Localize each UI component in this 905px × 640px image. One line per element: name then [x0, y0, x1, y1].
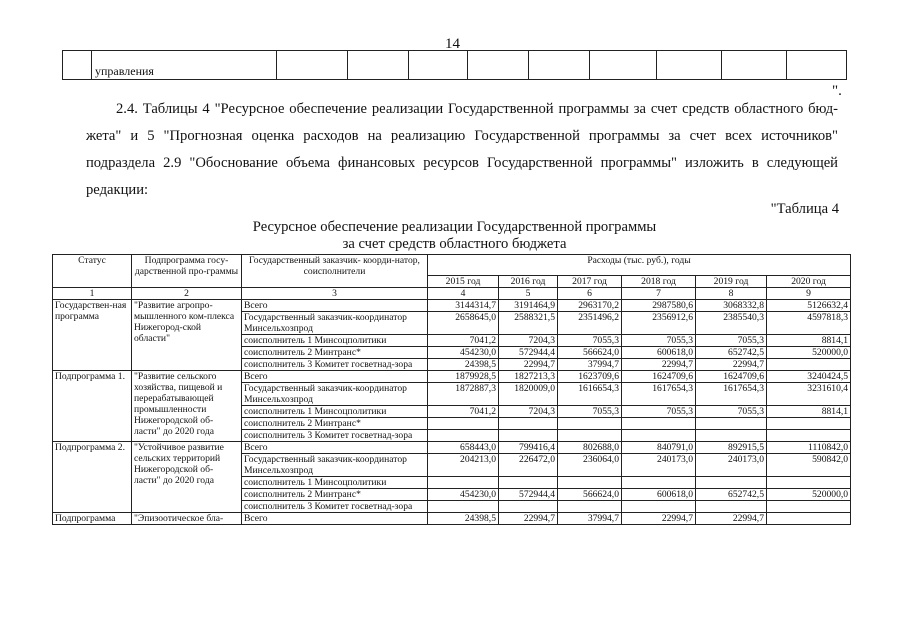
customer-cell: соисполнитель 1 Минсоцполитики	[242, 335, 428, 347]
value-cell	[622, 418, 696, 430]
value-cell: 5126632,4	[767, 300, 851, 312]
value-cell: 799416,4	[499, 442, 558, 454]
index-cell: 3	[242, 288, 428, 300]
value-cell	[499, 501, 558, 513]
value-cell: 652742,5	[696, 489, 767, 501]
table-cell	[277, 51, 348, 80]
value-cell: 7041,2	[428, 335, 499, 347]
table-row	[53, 371, 851, 383]
table-cell: управления	[92, 51, 277, 80]
customer-cell: Всего	[242, 513, 428, 525]
value-cell: 1872887,3	[428, 383, 499, 406]
value-cell: 520000,0	[767, 489, 851, 501]
table-row	[63, 51, 847, 80]
customer-cell: соисполнитель 3 Комитет госветнад-зора	[242, 501, 428, 513]
index-cell: 8	[696, 288, 767, 300]
index-cell: 2	[132, 288, 242, 300]
subprogram-cell: "Развитие сельского хозяйства, пищевой и перерабатывающей промышленности Нижегородской об-ласти" до 2020 года	[132, 371, 242, 442]
table-cell	[722, 51, 787, 80]
value-cell: 24398,5	[428, 359, 499, 371]
value-cell: 1623709,6	[558, 371, 622, 383]
value-cell: 7055,3	[558, 406, 622, 418]
value-cell: 2987580,6	[622, 300, 696, 312]
table-body	[53, 300, 851, 525]
value-cell: 3231610,4	[767, 383, 851, 406]
subprogram-cell: "Эпизоотическое бла-	[132, 513, 242, 525]
table-cell	[787, 51, 847, 80]
value-cell: 1617654,3	[696, 383, 767, 406]
resource-table	[52, 254, 851, 525]
customer-cell: Всего	[242, 300, 428, 312]
value-cell: 22994,7	[696, 513, 767, 525]
value-cell: 7055,3	[622, 406, 696, 418]
status-cell: Подпрограмма	[53, 513, 132, 525]
value-cell: 652742,5	[696, 347, 767, 359]
value-cell: 7055,3	[696, 406, 767, 418]
table-cell	[409, 51, 468, 80]
value-cell	[428, 418, 499, 430]
value-cell: 7055,3	[696, 335, 767, 347]
value-cell: 204213,0	[428, 454, 499, 477]
value-cell: 8814,1	[767, 335, 851, 347]
customer-cell: соисполнитель 3 Комитет госветнад-зора	[242, 359, 428, 371]
value-cell	[558, 501, 622, 513]
value-cell: 566624,0	[558, 489, 622, 501]
value-cell	[622, 501, 696, 513]
value-cell	[428, 501, 499, 513]
value-cell: 454230,0	[428, 489, 499, 501]
index-cell: 9	[767, 288, 851, 300]
table-cell	[529, 51, 590, 80]
value-cell: 566624,0	[558, 347, 622, 359]
value-cell: 658443,0	[428, 442, 499, 454]
value-cell: 7055,3	[622, 335, 696, 347]
index-cell: 1	[53, 288, 132, 300]
paragraph-line: 2.4. Таблицы 4 "Ресурсное обеспечение реализации Государственной программы за счет средств областного бюд-	[116, 101, 838, 117]
header-year: 2017 год	[558, 276, 622, 288]
customer-cell: Государственный заказчик-координатор Минсельхозпрод	[242, 312, 428, 335]
value-cell	[622, 477, 696, 489]
value-cell: 1624709,6	[622, 371, 696, 383]
value-cell: 7055,3	[558, 335, 622, 347]
amendment-paragraph	[86, 96, 838, 204]
page-number: 14	[445, 36, 460, 52]
value-cell: 2658645,0	[428, 312, 499, 335]
index-row	[53, 288, 851, 300]
value-cell: 4597818,3	[767, 312, 851, 335]
table-cell	[348, 51, 409, 80]
header-year: 2015 год	[428, 276, 499, 288]
value-cell	[499, 430, 558, 442]
value-cell: 572944,4	[499, 489, 558, 501]
table-cell	[63, 51, 92, 80]
customer-cell: соисполнитель 1 Минсоцполитики	[242, 477, 428, 489]
value-cell: 7204,3	[499, 335, 558, 347]
value-cell: 240173,0	[696, 454, 767, 477]
value-cell	[558, 430, 622, 442]
value-cell: 600618,0	[622, 347, 696, 359]
header-row	[53, 255, 851, 276]
value-cell: 3144314,7	[428, 300, 499, 312]
value-cell: 520000,0	[767, 347, 851, 359]
value-cell	[622, 430, 696, 442]
customer-cell: Государственный заказчик-координатор Минсельхозпрод	[242, 383, 428, 406]
header-subprogram: Подпрограмма госу-дарственной про-граммы	[132, 255, 242, 288]
table-title	[62, 219, 847, 253]
paragraph-line: подраздела 2.9 "Обоснование объема финансовых ресурсов Государственной программы" изложить в следующей	[86, 155, 838, 171]
subprogram-cell: "Развитие агропро-мышленного ком-плекса Нижегород-ской области"	[132, 300, 242, 371]
value-cell: 8814,1	[767, 406, 851, 418]
customer-cell: Всего	[242, 442, 428, 454]
value-cell	[767, 477, 851, 489]
value-cell	[499, 477, 558, 489]
value-cell	[767, 513, 851, 525]
value-cell: 1616654,3	[558, 383, 622, 406]
customer-cell: соисполнитель 1 Минсоцполитики	[242, 406, 428, 418]
index-cell: 6	[558, 288, 622, 300]
header-year: 2016 год	[499, 276, 558, 288]
table-row	[53, 300, 851, 312]
value-cell: 226472,0	[499, 454, 558, 477]
value-cell	[767, 430, 851, 442]
customer-cell: Всего	[242, 371, 428, 383]
value-cell: 892915,5	[696, 442, 767, 454]
paragraph-line: редакции:	[86, 182, 149, 198]
value-cell: 2963170,2	[558, 300, 622, 312]
customer-cell: соисполнитель 2 Минтранс*	[242, 489, 428, 501]
header-status: Статус	[53, 255, 132, 288]
value-cell: 22994,7	[499, 359, 558, 371]
value-cell: 600618,0	[622, 489, 696, 501]
value-cell: 590842,0	[767, 454, 851, 477]
value-cell	[767, 418, 851, 430]
index-cell: 4	[428, 288, 499, 300]
customer-cell: соисполнитель 2 Минтранс*	[242, 347, 428, 359]
header-year: 2018 год	[622, 276, 696, 288]
value-cell: 37994,7	[558, 513, 622, 525]
table-title-line: за счет средств областного бюджета	[342, 236, 567, 252]
value-cell: 2588321,5	[499, 312, 558, 335]
value-cell: 1879928,5	[428, 371, 499, 383]
subprogram-cell: "Устойчивое развитие сельских территорий Нижегородской об-ласти" до 2020 года	[132, 442, 242, 513]
value-cell: 1110842,0	[767, 442, 851, 454]
header-year: 2019 год	[696, 276, 767, 288]
previous-table-fragment	[62, 50, 847, 80]
paragraph-line: жета" и 5 "Прогнозная оценка расходов на реализацию Государственной программы за счет всех источников"	[86, 128, 838, 144]
value-cell	[696, 501, 767, 513]
customer-cell: Государственный заказчик-координатор Минсельхозпрод	[242, 454, 428, 477]
value-cell: 1820009,0	[499, 383, 558, 406]
value-cell: 2351496,2	[558, 312, 622, 335]
value-cell	[558, 477, 622, 489]
table-row	[53, 513, 851, 525]
value-cell: 802688,0	[558, 442, 622, 454]
value-cell: 1624709,6	[696, 371, 767, 383]
status-cell: Подпрограмма 2.	[53, 442, 132, 513]
value-cell	[499, 418, 558, 430]
status-cell: Подпрограмма 1.	[53, 371, 132, 442]
value-cell	[696, 418, 767, 430]
value-cell: 37994,7	[558, 359, 622, 371]
value-cell: 2356912,6	[622, 312, 696, 335]
customer-cell: соисполнитель 3 Комитет госветнад-зора	[242, 430, 428, 442]
index-cell: 5	[499, 288, 558, 300]
status-cell: Государствен-ная программа	[53, 300, 132, 371]
value-cell: 22994,7	[499, 513, 558, 525]
value-cell: 22994,7	[622, 359, 696, 371]
value-cell: 1827213,3	[499, 371, 558, 383]
table-cell	[590, 51, 657, 80]
value-cell	[696, 477, 767, 489]
value-cell	[767, 359, 851, 371]
table-title-line: Ресурсное обеспечение реализации Государственной программы	[252, 219, 657, 235]
closing-quote: ".	[832, 83, 842, 99]
header-year: 2020 год	[767, 276, 851, 288]
value-cell	[696, 430, 767, 442]
index-cell: 7	[622, 288, 696, 300]
value-cell: 1617654,3	[622, 383, 696, 406]
value-cell: 7204,3	[499, 406, 558, 418]
table-cell	[468, 51, 529, 80]
table-cell	[657, 51, 722, 80]
value-cell: 3191464,9	[499, 300, 558, 312]
value-cell: 236064,0	[558, 454, 622, 477]
value-cell	[428, 477, 499, 489]
value-cell: 22994,7	[696, 359, 767, 371]
value-cell: 840791,0	[622, 442, 696, 454]
value-cell: 454230,0	[428, 347, 499, 359]
value-cell	[767, 501, 851, 513]
header-expenses: Расходы (тыс. руб.), годы	[428, 255, 851, 276]
value-cell: 3240424,5	[767, 371, 851, 383]
header-customer: Государственный заказчик- коорди-натор, соисполнители	[242, 255, 428, 288]
table-label: "Таблица 4	[770, 201, 839, 217]
value-cell: 24398,5	[428, 513, 499, 525]
customer-cell: соисполнитель 2 Минтранс*	[242, 418, 428, 430]
value-cell: 7041,2	[428, 406, 499, 418]
value-cell: 3068332,8	[696, 300, 767, 312]
value-cell	[558, 418, 622, 430]
value-cell: 240173,0	[622, 454, 696, 477]
value-cell	[428, 430, 499, 442]
value-cell: 2385540,3	[696, 312, 767, 335]
value-cell: 22994,7	[622, 513, 696, 525]
value-cell: 572944,4	[499, 347, 558, 359]
table-row	[53, 442, 851, 454]
